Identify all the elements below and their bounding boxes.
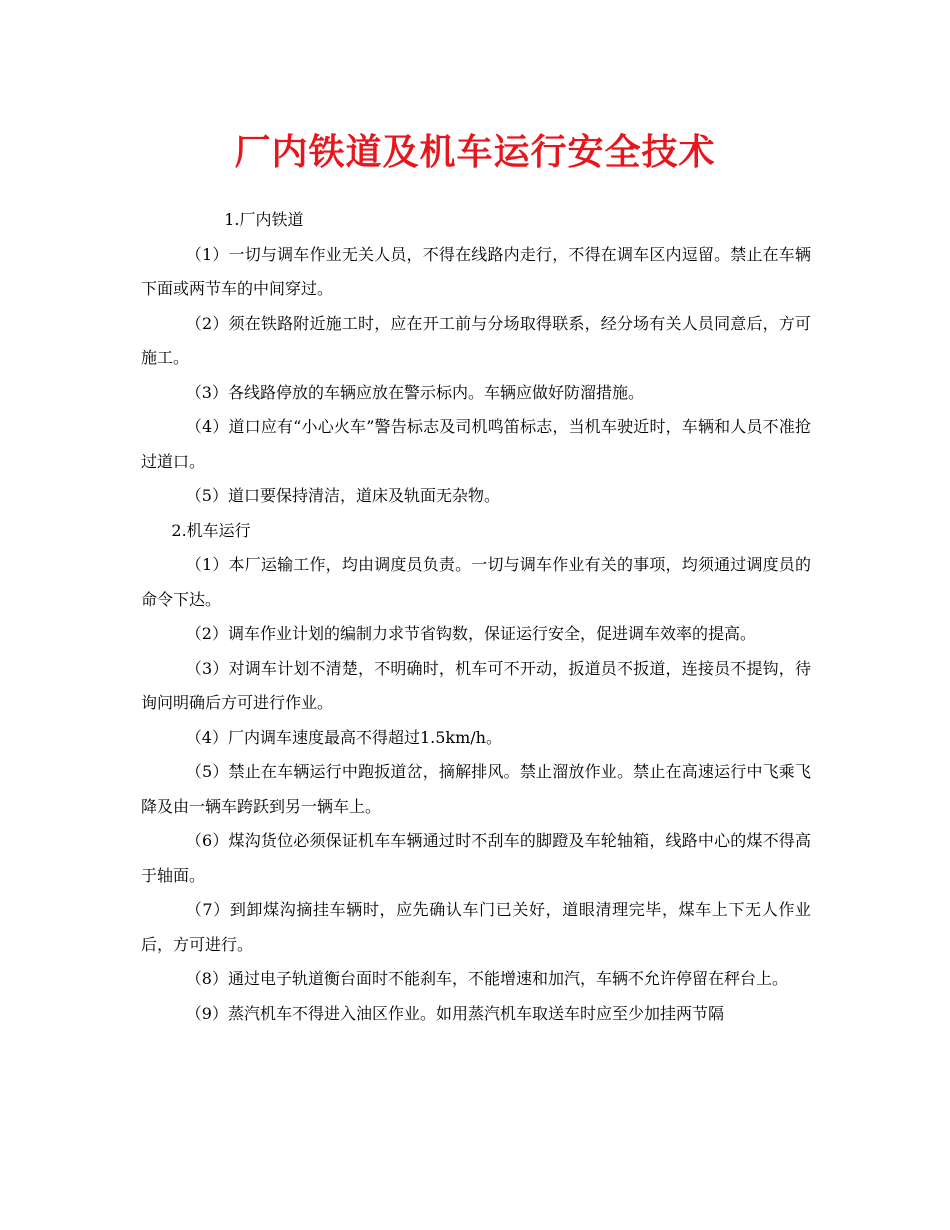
paragraph: （6）煤沟货位必须保证机车车辆通过时不刮车的脚蹬及车轮轴箱，线路中心的煤不得高于轴面。 — [141, 831, 811, 885]
paragraph: （7）到卸煤沟摘挂车辆时，应先确认车门已关好，道眼清理完毕，煤车上下无人作业后，方可进行。 — [141, 900, 811, 954]
document-body — [141, 203, 811, 1031]
document-title: 厂内铁道及机车运行安全技术 — [234, 131, 716, 173]
paragraph: （9）蒸汽机车不得进入油区作业。如用蒸汽机车取送车时应至少加挂两节隔 — [185, 1003, 724, 1023]
paragraph: （2）须在铁路附近施工时，应在开工前与分场取得联系，经分场有关人员同意后，方可施工。 — [141, 313, 811, 367]
paragraph: （1）本厂运输工作，均由调度员负责。一切与调车作业有关的事项，均须通过调度员的命令下达。 — [141, 555, 811, 609]
paragraph: （4）道口应有“小心火车”警告标志及司机鸣笛标志，当机车驶近时，车辆和人员不准抢过道口。 — [141, 417, 811, 471]
paragraph: （1）一切与调车作业无关人员，不得在线路内走行，不得在调车区内逗留。禁止在车辆下面或两节车的中间穿过。 — [141, 244, 811, 298]
paragraph: （8）通过电子轨道衡台面时不能刹车，不能增速和加汽，车辆不允许停留在秤台上。 — [185, 969, 788, 988]
paragraph: （5）道口要保持清洁，道床及轨面无杂物。 — [185, 486, 500, 505]
section-heading-locomotive: 2.机车运行 — [171, 520, 251, 540]
paragraph: （3）对调车计划不清楚，不明确时，机车可不开动，扳道员不扳道，连接员不提钩，待询问明确后方可进行作业。 — [141, 658, 811, 712]
paragraph: （5）禁止在车辆运行中跑扳道岔，摘解排风。禁止溜放作业。禁止在高速运行中飞乘飞降及由一辆车跨跃到另一辆车上。 — [141, 762, 811, 816]
paragraph: （4）厂内调车速度最高不得超过1.5km/h。 — [185, 727, 502, 747]
paragraph: （2）调车作业计划的编制力求节省钩数，保证运行安全，促进调车效率的提高。 — [185, 624, 756, 643]
paragraph: （3）各线路停放的车辆应放在警示标内。车辆应做好防溜措施。 — [185, 382, 644, 402]
section-heading-railway: 1.厂内铁道 — [224, 210, 304, 229]
